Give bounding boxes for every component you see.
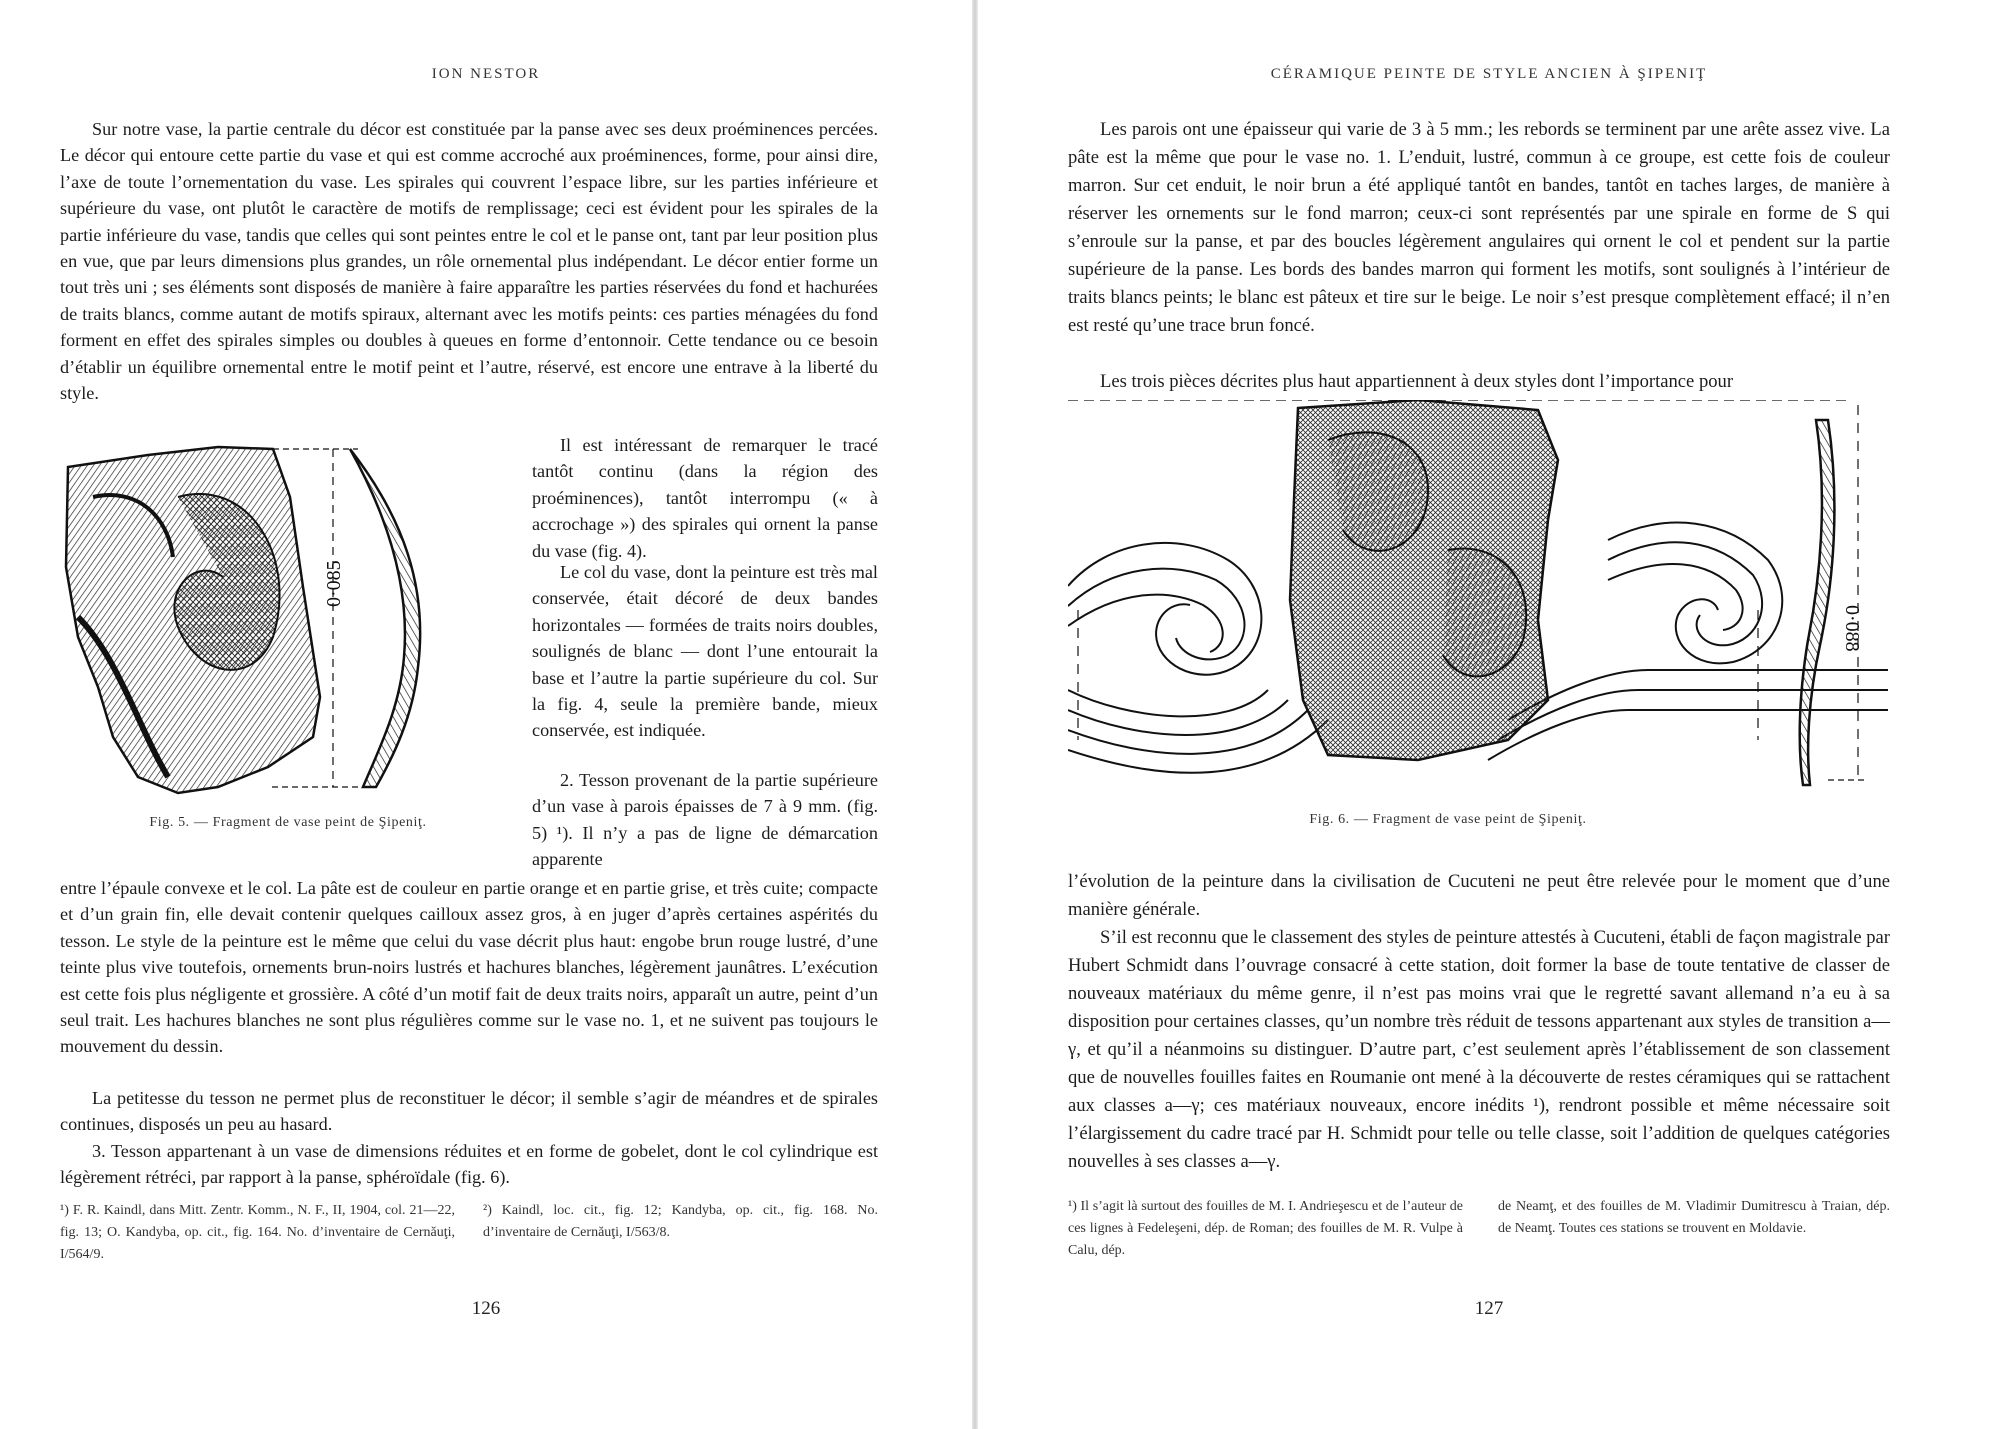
right-page	[978, 0, 2000, 1429]
figure-caption: Fig. 6. — Fragment de vase peint de Şipeniţ.	[1309, 812, 1587, 827]
figure-5	[58, 437, 518, 797]
footnote: ²) Kaindl, loc. cit., fig. 12; Kandyba, op. cit., fig. 168. No. d’inventaire de Cernăuţi, I/563/8.	[483, 1203, 878, 1240]
figure-caption: Fig. 5. — Fragment de vase peint de Şipeniţ.	[149, 815, 427, 830]
paragraph: 2. Tesson provenant de la partie supérieure d’un vase à parois épaisses de 7 à 9 mm. (fig. 5) ¹). Il n’y a pas de ligne de démarcation apparente	[532, 770, 878, 870]
paragraph: l’évolution de la peinture dans la civilisation de Cucuteni ne peut être relevée pour le moment que d’une manière générale.	[1068, 871, 1890, 920]
paragraph: Le col du vase, dont la peinture est très mal conservée, était décoré de deux bandes horizontales — formées de traits noirs doubles, soulignés de blanc — dont l’une entourait la base et l’autre la partie supérieure du col. Sur la fig. 4, seule la première bande, mieux conservée, est indiquée.	[532, 562, 878, 741]
dimension-label: 0·088	[1841, 605, 1863, 652]
page-number: 126	[471, 1298, 501, 1319]
paragraph: 3. Tesson appartenant à un vase de dimensions réduites et en forme de gobelet, dont le col cylindrique est légèrement rétréci, par rapport à la panse, sphéroïdale (fig. 6).	[60, 1141, 878, 1188]
paragraph: Les parois ont une épaisseur qui varie de 3 à 5 mm.; les rebords se terminent par une arête assez vive. La pâte est la même que pour le vase no. 1. L’enduit, lustré, commun à ce groupe, est cette fois de couleur marron. Sur cet enduit, le noir brun a été appliqué tantôt en bandes, tantôt en taches larges, de manière à réserver les ornements sur le fond marron; ceux-ci sont représentés par une spirale en forme de S qui s’enroule sur la panse, et par des boucles légèrement angulaires qui ornent le col et pendent sur la partie supérieure de la panse. Les bords des bandes marron qui forment les motifs, sont soulignés à l’intérieur de traits blancs peints; le blanc est pâteux et tire sur le beige. Le noir s’est presque complètement effacé; il n’en est resté qu’une trace brun foncé.	[1068, 119, 1890, 336]
running-head: CÉRAMIQUE PEINTE DE STYLE ANCIEN À ŞIPENIŢ	[1270, 66, 1708, 82]
vase-fragment-drawing	[58, 437, 518, 797]
paragraph: S’il est reconnu que le classement des styles de peinture attestés à Cucuteni, établi de façon magistrale par Hubert Schmidt dans l’ouvrage consacré à cette station, doit former la base de toute tentative de classer de nouveaux matériaux du même genre, il n’est pas moins vrai que le regretté savant allemand n’a eu à sa disposition pour certaines classes, qu’un nombre très réduit de tessons appartenant aux styles de transition a—γ, et qu’il a néanmoins su distinguer. D’autre part, c’est seulement après l’établissement de son classement que de nouvelles fouilles faites en Roumanie ont mené à la découverte de restes céramiques qui se rattachent aux classes a—γ; ces matériaux nouveaux, encore inédits ¹), rendront possible et même nécessaire soit l’élargissement du cadre tracé par H. Schmidt pour telle ou telle classe, soit l’addition de quelques catégories nouvelles à ses classes a—γ.	[1068, 927, 1890, 1172]
running-head: ION NESTOR	[431, 66, 541, 82]
paragraph: Les trois pièces décrites plus haut appartiennent à deux styles dont l’importance pour	[1100, 371, 1734, 392]
paragraph: La petitesse du tesson ne permet plus de reconstituer le décor; il semble s’agir de méandres et de spirales continues, disposés un peu au hasard.	[60, 1088, 878, 1135]
goblet-fragment-drawing	[1068, 400, 1908, 800]
dimension-label: 0·085	[323, 560, 345, 607]
footnote: de Neamţ, et des fouilles de M. Vladimir Dumitrescu à Traian, dép. de Neamţ. Toutes ces stations se trouvent en Moldavie.	[1498, 1199, 1890, 1236]
figure-6	[1068, 400, 1908, 800]
footnote: ¹) F. R. Kaindl, dans Mitt. Zentr. Komm., N. F., II, 1904, col. 21—22, fig. 13; O. Kandyba, op. cit., fig. 164. No. d’inventaire de Cernăuţi, I/564/9.	[60, 1203, 455, 1262]
paragraph: entre l’épaule convexe et le col. La pâte est de couleur en partie orange et en partie grise, et très cuite; compacte et d’un grain fin, elle devait contenir quelques cailloux assez gros, à en juger d’après certaines aspérités du tesson. Le style de la peinture est le même que celui du vase décrit plus haut: engobe brun rouge lustré, d’une teinte plus vive toutefois, ornements brun-noirs lustrés et hachures blanches, légèrement jaunâtres. L’exécution est cette fois plus négligente et grossière. A côté d’un motif fait de deux traits noirs, apparaît un autre, peint d’un seul trait. Les hachures blanches ne sont plus régulières comme sur le vase no. 1, et ne suivent pas toujours le mouvement du dessin.	[60, 878, 878, 1057]
paragraph: Sur notre vase, la partie centrale du décor est constituée par la panse avec ses deux proéminences percées. Le décor qui entoure cette partie du vase et qui est comme accroché aux proéminences, forme, pour ainsi dire, l’axe de toute l’ornementation du vase. Les spirales qui couvrent l’espace libre, sur les parties inférieure et supérieure du vase, ont plutôt le caractère de motifs de remplissage; ceci est évident pour les spirales de la partie inférieure du vase, tandis que celles qui sont peintes entre le col et le panse ont, tant par leur position plus en vue, que par leurs dimensions plus grandes, un rôle ornemental plus indépendant. Le décor entier forme un tout très uni ; ses éléments sont disposés de manière à faire apparaître les parties réservées du fond et hachurées de traits blancs, comme autant de motifs spiraux, alternant avec les motifs peints: ces parties ménagées du fond forment en effet des spirales simples ou doubles à queues en forme d’entonnoir. Cette tendance ou ce besoin d’établir un équilibre ornemental entre le motif peint et l’autre, réservé, est encore une entrave à la liberté du style.	[60, 119, 878, 404]
paragraph: Il est intéressant de remarquer le tracé tantôt continu (dans la région des proéminences), tantôt interrompu (« à accrochage ») des spirales qui ornent la panse du vase (fig. 4).	[532, 435, 878, 561]
footnote: ¹) Il s’agit là surtout des fouilles de M. I. Andrieşescu et de l’auteur de ces lignes à Fedeleşeni, dép. de Roman; des fouilles de M. R. Vulpe à Calu, dép.	[1068, 1199, 1463, 1258]
page-number: 127	[1474, 1298, 1504, 1319]
left-page	[0, 0, 972, 1429]
